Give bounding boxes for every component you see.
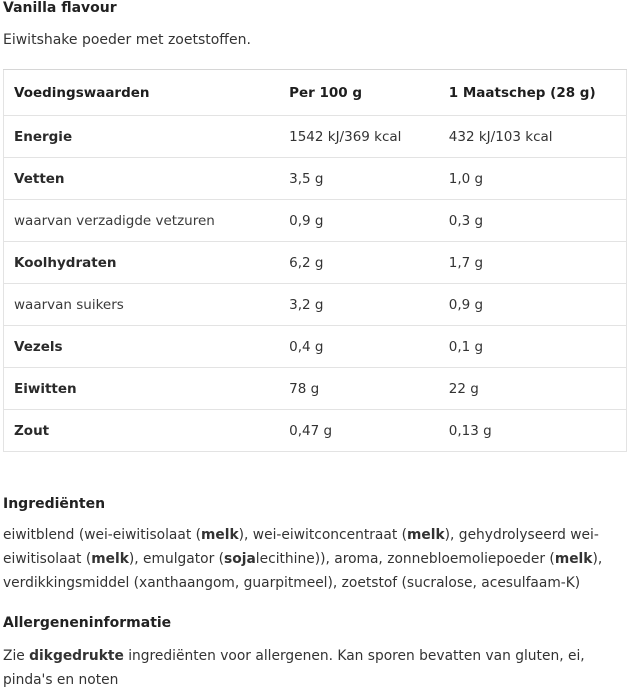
- nutrition-row: [4, 158, 627, 200]
- text-segment: ingrediënten voor allergenen. Kan sporen bevatten van gluten, ei, pinda's en noten: [3, 648, 585, 688]
- value-per-100g: 0,47 g: [279, 410, 439, 452]
- nutrition-header-row: [4, 70, 627, 116]
- value-per-100g: 0,9 g: [279, 200, 439, 242]
- allergens-text: [3, 644, 613, 692]
- value-per-100g: 6,2 g: [279, 242, 439, 284]
- product-description: Eiwitshake poeder met zoetstoffen.: [3, 32, 251, 48]
- product-flavour-title: Vanilla flavour: [3, 0, 117, 16]
- nutrient-name: Vetten: [4, 158, 280, 200]
- value-per-serving: 22 g: [439, 368, 627, 410]
- header-per-100g: Per 100 g: [279, 70, 439, 116]
- allergen-highlight: melk: [554, 551, 593, 567]
- text-segment: Zie: [3, 648, 30, 664]
- value-per-serving: 1,7 g: [439, 242, 627, 284]
- allergen-highlight: soja: [224, 551, 256, 567]
- ingredients-text: [3, 523, 613, 595]
- allergen-highlight: dikgedrukte: [29, 648, 124, 664]
- value-per-100g: 0,4 g: [279, 326, 439, 368]
- nutrition-row: [4, 116, 627, 158]
- allergens-heading: Allergeneninformatie: [3, 615, 172, 631]
- value-per-serving: 0,9 g: [439, 284, 627, 326]
- nutrient-name: Energie: [4, 116, 280, 158]
- text-segment: ), wei-eiwitconcentraat (: [238, 527, 408, 543]
- text-segment: ), emulgator (: [128, 551, 225, 567]
- allergen-highlight: melk: [201, 527, 239, 543]
- nutrition-body: [4, 116, 627, 452]
- header-nutrients: Voedingswaarden: [4, 70, 280, 116]
- value-per-100g: 3,2 g: [279, 284, 439, 326]
- value-per-serving: 432 kJ/103 kcal: [439, 116, 627, 158]
- value-per-serving: 0,1 g: [439, 326, 627, 368]
- allergen-highlight: melk: [407, 527, 445, 543]
- nutrition-table: [3, 69, 627, 452]
- allergen-highlight: melk: [91, 551, 129, 567]
- nutrition-row: [4, 284, 627, 326]
- value-per-100g: 1542 kJ/369 kcal: [279, 116, 439, 158]
- nutrient-name: waarvan suikers: [4, 284, 280, 326]
- nutrition-row: [4, 410, 627, 452]
- text-segment: eiwitblend (wei-eiwitisolaat (: [3, 527, 202, 543]
- nutrient-name: Koolhydraten: [4, 242, 280, 284]
- value-per-serving: 0,3 g: [439, 200, 627, 242]
- header-per-serving: 1 Maatschep (28 g): [439, 70, 627, 116]
- value-per-100g: 3,5 g: [279, 158, 439, 200]
- nutrition-row: [4, 200, 627, 242]
- value-per-serving: 1,0 g: [439, 158, 627, 200]
- text-segment: ), verdikkingsmiddel (xanthaangom, guarpitmeel), zoetstof (sucralose, acesulfaam-K): [3, 551, 603, 591]
- nutrition-row: [4, 368, 627, 410]
- nutrient-name: Zout: [4, 410, 280, 452]
- nutrition-row: [4, 326, 627, 368]
- nutrition-row: [4, 242, 627, 284]
- value-per-serving: 0,13 g: [439, 410, 627, 452]
- text-segment: lecithine)), aroma, zonnebloemoliepoeder (: [255, 551, 555, 567]
- text-segment: ), gehydrolyseerd wei-eiwitisolaat (: [3, 527, 599, 567]
- nutrient-name: Vezels: [4, 326, 280, 368]
- nutrient-name: waarvan verzadigde vetzuren: [4, 200, 280, 242]
- value-per-100g: 78 g: [279, 368, 439, 410]
- ingredients-heading: Ingrediënten: [3, 496, 106, 512]
- nutrient-name: Eiwitten: [4, 368, 280, 410]
